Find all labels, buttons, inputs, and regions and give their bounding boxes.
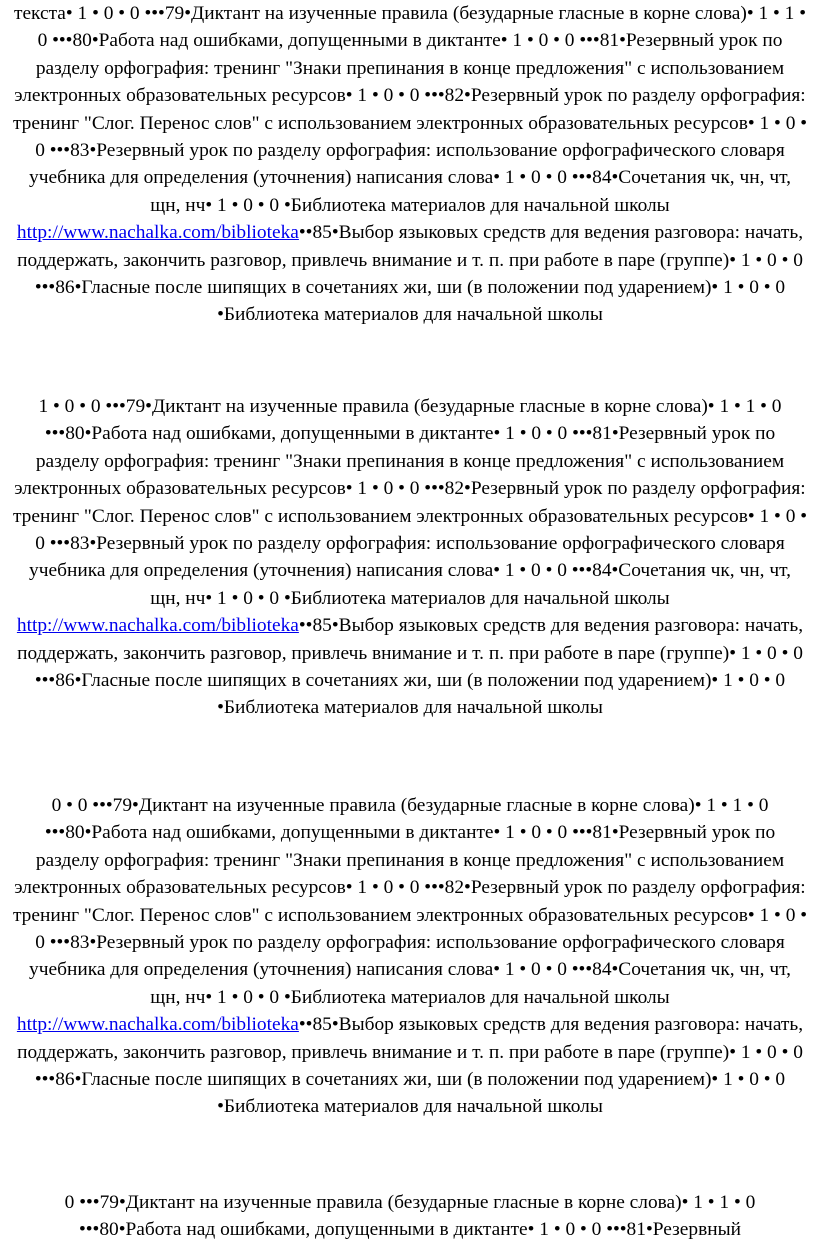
- lesson-list-paragraph: [12, 792, 808, 1121]
- library-link[interactable]: http://www.nachalka.com/biblioteka: [16, 222, 299, 244]
- library-link[interactable]: http://www.nachalka.com/biblioteka: [16, 1014, 299, 1036]
- paragraph-text: текста• 1 • 0 • 0 •••79•Диктант на изученные правила (безударные гласные в корне слова)• 1 • 1 • 0 •••80•Работа над ошибками, допущенными в диктанте• 1 • 0 • 0 •••81•Резервный урок по разделу орфография: тренинг "Знаки препинания в конце предложения" с использованием электронных образовательных ресурсов• 1 • 0 • 0 •••82•Резервный урок по разделу орфография: тренинг "Слог. Перенос слов" с использованием электронных образовательных ресурсов• 1 • 0 • 0 •••83•Резервный урок по разделу орфография: использование орфографического словаря учебника для определения (уточнения) написания слова• 1 • 0 • 0 •••84•Сочетания чк, чн, чт, щн, нч• 1 • 0 • 0 •Библиотека материалов для начальной школы: [12, 3, 808, 216]
- paragraph-text: ••85•Выбор языковых средств для ведения разговора: начать, поддержать, закончить разговор, привлечь внимание и т. п. при работе в паре (группе)• 1 • 0 • 0 •••86•Гласные после шипящих в сочетаниях жи, ши (в положении под ударением)• 1 • 0 • 0 •Библиотека материалов для начальной школы: [17, 1014, 804, 1118]
- paragraph-text: 0 • 0 •••79•Диктант на изученные правила (безударные гласные в корне слова)• 1 • 1 • 0 •••80•Работа над ошибками, допущенными в диктанте• 1 • 0 • 0 •••81•Резервный урок по разделу орфография: тренинг "Знаки препинания в конце предложения" с использованием электронных образовательных ресурсов• 1 • 0 • 0 •••82•Резервный урок по разделу орфография: тренинг "Слог. Перенос слов" с использованием электронных образовательных ресурсов• 1 • 0 • 0 •••83•Резервный урок по разделу орфография: использование орфографического словаря учебника для определения (уточнения) написания слова• 1 • 0 • 0 •••84•Сочетания чк, чн, чт, щн, нч• 1 • 0 • 0 •Библиотека материалов для начальной школы: [12, 795, 808, 1008]
- lesson-list-paragraph: [12, 393, 808, 722]
- library-link[interactable]: http://www.nachalka.com/biblioteka: [16, 615, 299, 637]
- paragraph-text: 0 •••79•Диктант на изученные правила (безударные гласные в корне слова)• 1 • 1 • 0 •••80•Работа над ошибками, допущенными в диктанте• 1 • 0 • 0 •••81•Резервный: [64, 1192, 756, 1241]
- paragraph-text: ••85•Выбор языковых средств для ведения разговора: начать, поддержать, закончить разговор, привлечь внимание и т. п. при работе в паре (группе)• 1 • 0 • 0 •••86•Гласные после шипящих в сочетаниях жи, ши (в положении под ударением)• 1 • 0 • 0 •Библиотека материалов для начальной школы: [17, 615, 804, 719]
- paragraph-text: ••85•Выбор языковых средств для ведения разговора: начать, поддержать, закончить разговор, привлечь внимание и т. п. при работе в паре (группе)• 1 • 0 • 0 •••86•Гласные после шипящих в сочетаниях жи, ши (в положении под ударением)• 1 • 0 • 0 •Библиотека материалов для начальной школы: [17, 222, 804, 326]
- lesson-list-paragraph: [12, 1189, 808, 1244]
- paragraph-text: 1 • 0 • 0 •••79•Диктант на изученные правила (безударные гласные в корне слова)• 1 • 1 • 0 •••80•Работа над ошибками, допущенными в диктанте• 1 • 0 • 0 •••81•Резервный урок по разделу орфография: тренинг "Знаки препинания в конце предложения" с использованием электронных образовательных ресурсов• 1 • 0 • 0 •••82•Резервный урок по разделу орфография: тренинг "Слог. Перенос слов" с использованием электронных образовательных ресурсов• 1 • 0 • 0 •••83•Резервный урок по разделу орфография: использование орфографического словаря учебника для определения (уточнения) написания слова• 1 • 0 • 0 •••84•Сочетания чк, чн, чт, щн, нч• 1 • 0 • 0 •Библиотека материалов для начальной школы: [12, 396, 808, 609]
- lesson-list-paragraph: [12, 0, 808, 329]
